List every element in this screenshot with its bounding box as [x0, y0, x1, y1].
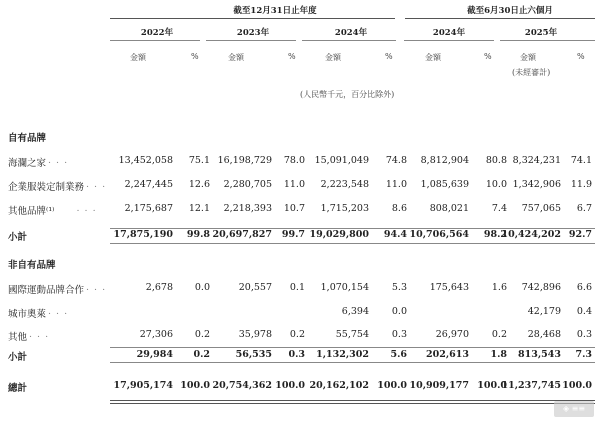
percent-cell: 6.7	[576, 203, 592, 214]
percent-cell: 100.0	[275, 380, 305, 391]
row-intl-sports	[8, 282, 593, 298]
row-label: 小計	[8, 352, 28, 363]
amount-cell: 20,754,362	[212, 380, 272, 391]
percent-cell: 6.6	[576, 282, 592, 293]
leader-dots: . . .	[48, 306, 69, 317]
leader-dots: . . .	[86, 282, 107, 293]
amount-cell: 1,070,154	[320, 282, 369, 293]
row-hailan-home	[8, 155, 593, 171]
group-header-fiscal-year: 截至12月31日止年度	[233, 6, 317, 16]
sub-pct-2024: %	[385, 52, 393, 61]
year-rule-2022	[110, 40, 200, 41]
percent-cell: 78.0	[283, 155, 305, 166]
group-rule-fy	[110, 18, 395, 19]
leader-dots: . . .	[48, 155, 69, 166]
amount-cell: 1,132,302	[316, 349, 369, 360]
leader-dots: . . .	[86, 179, 107, 190]
row-label: 其他	[8, 332, 28, 343]
percent-cell: 0.0	[391, 306, 407, 317]
leader-dots: . . .	[76, 203, 97, 214]
amount-cell: 19,029,800	[309, 229, 369, 240]
amount-cell: 20,162,102	[309, 380, 369, 391]
percent-cell: 100.0	[562, 380, 592, 391]
amount-cell: 2,280,705	[223, 179, 272, 190]
amount-cell: 56,535	[235, 349, 272, 360]
sub-amount-2022: 金額	[130, 53, 146, 62]
sub-amount-2025-hy: 金額	[520, 53, 536, 62]
amount-cell: 1,715,203	[320, 203, 369, 214]
row-label: 小計	[8, 232, 28, 243]
percent-cell: 80.8	[485, 155, 507, 166]
amount-cell: 2,247,445	[124, 179, 173, 190]
amount-cell: 2,223,548	[320, 179, 369, 190]
row-city-outlets	[8, 306, 593, 322]
row-other-brands	[8, 203, 593, 219]
percent-cell: 0.2	[289, 329, 305, 340]
percent-cell: 12.6	[188, 179, 210, 190]
percent-cell: 5.3	[391, 282, 407, 293]
percent-cell: 99.7	[281, 229, 305, 240]
sub-pct-2023: %	[288, 52, 296, 61]
percent-cell: 7.3	[575, 349, 592, 360]
row-non-own-subtotal	[8, 349, 593, 365]
percent-cell: 1.8	[490, 349, 507, 360]
amount-cell: 17,905,174	[113, 380, 173, 391]
year-header-2024-hy: 2024年	[432, 28, 466, 38]
amount-cell: 175,643	[429, 282, 469, 293]
percent-cell: 10.0	[485, 179, 507, 190]
amount-cell: 13,452,058	[118, 155, 173, 166]
amount-cell: 8,812,904	[420, 155, 469, 166]
amount-cell: 2,678	[145, 282, 173, 293]
amount-cell: 10,909,177	[409, 380, 469, 391]
unaudited-note: (未經審計)	[512, 68, 551, 77]
row-corporate-uniform	[8, 179, 593, 195]
percent-cell: 94.4	[383, 229, 407, 240]
amount-cell: 17,875,190	[113, 229, 173, 240]
sub-pct-2024-hy: %	[484, 52, 492, 61]
sub-amount-2024-hy: 金額	[425, 53, 441, 62]
percent-cell: 12.1	[188, 203, 210, 214]
percent-cell: 0.2	[194, 329, 210, 340]
percent-cell: 11.9	[570, 179, 592, 190]
leader-dots: . . .	[29, 329, 50, 340]
percent-cell: 0.1	[289, 282, 305, 293]
amount-cell: 808,021	[429, 203, 469, 214]
row-label: 其他品牌⁽¹⁾	[8, 206, 55, 217]
amount-cell: 10,424,202	[501, 229, 561, 240]
percent-cell: 0.3	[576, 329, 592, 340]
amount-cell: 6,394	[341, 306, 369, 317]
year-rule-2024-hy	[404, 40, 494, 41]
amount-cell: 28,468	[527, 329, 561, 340]
row-label: 企業服裝定制業務	[8, 182, 85, 193]
percent-cell: 7.4	[491, 203, 507, 214]
rule-total-double-2	[110, 403, 595, 404]
percent-cell: 0.3	[288, 349, 305, 360]
amount-cell: 10,706,564	[409, 229, 469, 240]
amount-cell: 20,697,827	[212, 229, 272, 240]
amount-cell: 1,342,906	[512, 179, 561, 190]
percent-cell: 11.0	[385, 179, 407, 190]
row-label: 海瀾之家	[8, 158, 47, 169]
percent-cell: 0.2	[491, 329, 507, 340]
amount-cell: 2,218,393	[223, 203, 272, 214]
percent-cell: 0.3	[391, 329, 407, 340]
percent-cell: 0.4	[576, 306, 592, 317]
sub-pct-2025-hy: %	[577, 52, 585, 61]
year-rule-2024	[302, 40, 396, 41]
unit-note: (人民幣千元，百分比除外)	[300, 90, 395, 99]
amount-cell: 16,198,729	[217, 155, 272, 166]
percent-cell: 99.8	[186, 229, 210, 240]
amount-cell: 813,543	[518, 349, 561, 360]
percent-cell: 74.1	[570, 155, 592, 166]
amount-cell: 742,896	[521, 282, 561, 293]
percent-cell: 10.7	[283, 203, 305, 214]
watermark-logo: ◈ ≡≡	[554, 401, 594, 417]
year-header-2023: 2023年	[236, 28, 270, 38]
amount-cell: 15,091,049	[314, 155, 369, 166]
section-own-brand: 自有品牌	[8, 133, 47, 144]
percent-cell: 100.0	[477, 380, 507, 391]
row-label: 國際運動品牌合作	[8, 285, 85, 296]
amount-cell: 11,237,745	[501, 380, 561, 391]
sub-pct-2022: %	[191, 52, 199, 61]
amount-cell: 35,978	[238, 329, 272, 340]
percent-cell: 1.6	[491, 282, 507, 293]
amount-cell: 26,970	[435, 329, 469, 340]
amount-cell: 2,175,687	[124, 203, 173, 214]
percent-cell: 74.8	[385, 155, 407, 166]
amount-cell: 8,324,231	[512, 155, 561, 166]
year-header-2024: 2024年	[334, 28, 368, 38]
percent-cell: 98.2	[483, 229, 507, 240]
percent-cell: 0.2	[193, 349, 210, 360]
row-label: 總計	[8, 383, 28, 394]
amount-cell: 1,085,639	[420, 179, 469, 190]
sub-amount-2024: 金額	[325, 53, 341, 62]
year-rule-2025-hy	[500, 40, 595, 41]
percent-cell: 11.0	[283, 179, 305, 190]
sub-amount-2023: 金額	[228, 53, 244, 62]
percent-cell: 100.0	[180, 380, 210, 391]
percent-cell: 92.7	[568, 229, 592, 240]
year-header-2022: 2022年	[140, 28, 174, 38]
group-header-half-year: 截至6月30日止六個月	[467, 6, 553, 16]
amount-cell: 20,557	[238, 282, 272, 293]
percent-cell: 5.6	[390, 349, 407, 360]
amount-cell: 42,179	[527, 306, 561, 317]
row-other	[8, 329, 593, 345]
percent-cell: 100.0	[377, 380, 407, 391]
row-label: 城市奧萊	[8, 309, 47, 320]
amount-cell: 55,754	[335, 329, 369, 340]
section-non-own-brand: 非自有品牌	[8, 260, 56, 271]
amount-cell: 202,613	[426, 349, 469, 360]
amount-cell: 29,984	[136, 349, 173, 360]
amount-cell: 27,306	[139, 329, 173, 340]
year-header-2025-hy: 2025年	[524, 28, 558, 38]
percent-cell: 0.0	[194, 282, 210, 293]
amount-cell: 757,065	[521, 203, 561, 214]
percent-cell: 75.1	[188, 155, 210, 166]
row-grand-total	[8, 380, 593, 396]
group-rule-hy	[405, 18, 595, 19]
year-rule-2023	[206, 40, 296, 41]
percent-cell: 8.6	[391, 203, 407, 214]
rule-above-subtotal-2	[110, 347, 595, 348]
rule-total-double-1	[110, 400, 595, 401]
row-own-brand-subtotal	[8, 229, 593, 245]
